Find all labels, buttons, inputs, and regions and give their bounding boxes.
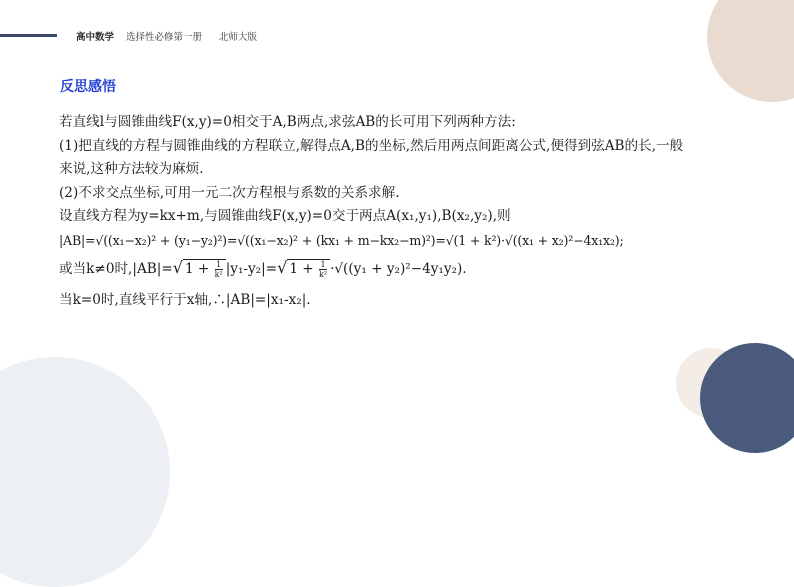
- text-line-5: 设直线方程为y=kx+m,与圆锥曲线F(x,y)=0交于两点A(x₁,y₁),B(x₂,y₂),则: [59, 208, 511, 224]
- fraction-numerator: 1: [216, 260, 222, 269]
- fraction-denominator-2: k²: [319, 270, 328, 279]
- course-title: 高中数学: [76, 32, 115, 43]
- text-line-3: 来说,这种方法较为麻烦.: [59, 161, 204, 177]
- fraction-numerator-2: 1: [320, 260, 326, 269]
- formula-chord-length-x: |AB|=√((x₁−x₂)² + (y₁−y₂)²)=√((x₁−x₂)² + (kx₁ + m−kx₂−m)²)=√(1 + k²)·√((x₁ + x₂)²−4x₁x₂);: [59, 232, 624, 248]
- text-line-8: 当k=0时,直线平行于x轴,∴|AB|=|x₁-x₂|.: [59, 292, 311, 308]
- text-line-4: (2)不求交点坐标,可用一元二次方程根与系数的关系求解.: [59, 184, 400, 201]
- sqrt-symbol: √: [172, 258, 183, 277]
- formula-y-tail: ·√((y₁ + y₂)²−4y₁y₂).: [330, 261, 467, 277]
- text-line-1: 若直线l与圆锥曲线F(x,y)=0相交于A,B两点,求弦AB的长可用下列两种方法:: [59, 114, 516, 130]
- fraction: [215, 260, 223, 279]
- section-title: 反思感悟: [60, 79, 116, 95]
- decorative-circle-bottom-right-dark: [700, 343, 794, 453]
- header-accent-bar: [0, 34, 57, 37]
- decorative-circle-top-right: [707, 0, 794, 102]
- decorative-circle-bottom-left: [0, 357, 170, 587]
- formula-y-prefix: 或当k≠0时,|AB|=: [59, 261, 173, 277]
- book-edition: 北师大版: [219, 32, 258, 43]
- fraction-denominator: k²: [214, 270, 223, 279]
- formula-chord-length-y: [59, 256, 749, 286]
- sqrt-symbol-2: √: [277, 258, 288, 277]
- formula-y-mid: |y₁-y₂|=: [225, 261, 278, 277]
- text-line-2: (1)把直线的方程与圆锥曲线的方程联立,解得点A,B的坐标,然后用两点间距离公式,便得到弦AB的长,一般: [59, 137, 684, 154]
- fraction-2: [319, 260, 327, 279]
- sqrt-radicand-2: 1 + $\frac{1}{\text{k²}}$: [287, 259, 330, 279]
- page-header: [76, 29, 274, 43]
- content-body: [59, 111, 749, 313]
- sqrt-radicand: 1 + $\frac{1}{\text{k²}}$: [183, 259, 226, 279]
- book-subject: 选择性必修第一册: [126, 32, 203, 43]
